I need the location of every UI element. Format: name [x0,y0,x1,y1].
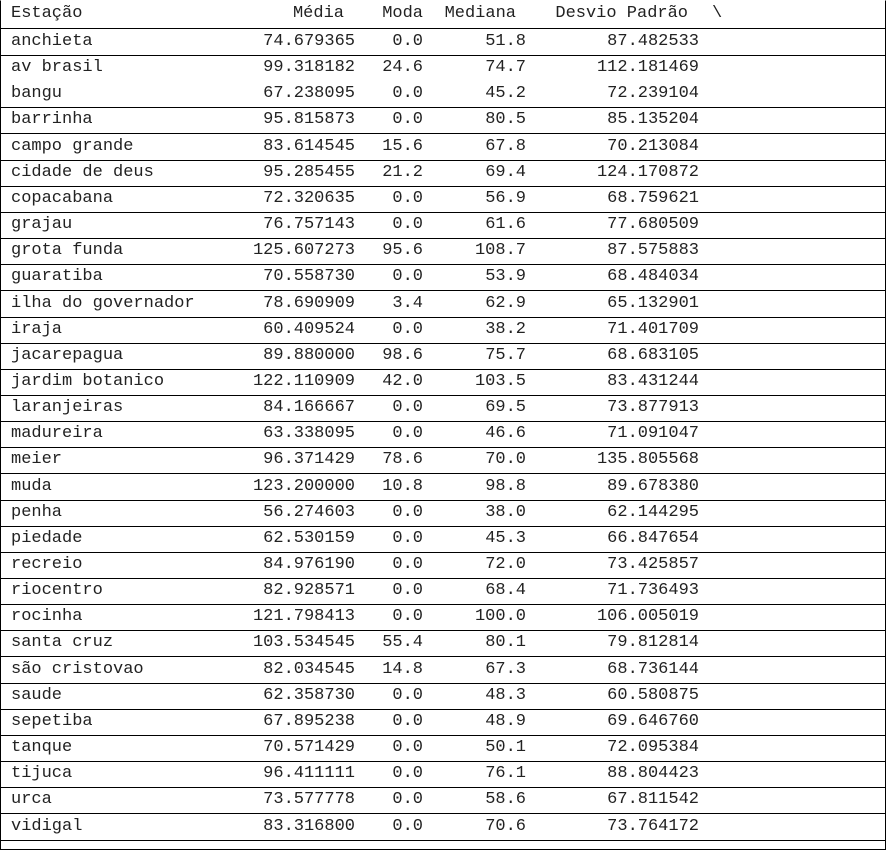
cell-mediana: 56.9 [485,189,526,208]
cell-media: 78.690909 [263,294,355,313]
cell-estacao: tanque [11,738,73,757]
table-row [1,474,885,501]
table-header-row [1,1,885,29]
cell-moda: 0.0 [392,84,423,103]
cell-desvio-padrao: 89.678380 [607,477,699,496]
cell-moda: 14.8 [382,660,423,679]
cell-moda: 21.2 [382,163,423,182]
cell-estacao: av brasil [11,58,103,77]
cell-media: 96.371429 [263,450,355,469]
cell-moda: 0.0 [392,267,423,286]
cell-mediana: 69.5 [485,398,526,417]
cell-desvio-padrao: 73.425857 [607,555,699,574]
cell-media: 70.558730 [263,267,355,286]
cell-desvio-padrao: 112.181469 [596,58,699,77]
cell-media: 63.338095 [263,424,355,443]
cell-mediana: 68.4 [485,581,526,600]
header-mediana: Mediana [444,4,516,23]
cell-estacao: jacarepagua [11,346,124,365]
cell-moda: 42.0 [382,372,423,391]
cell-media: 82.928571 [263,581,355,600]
table-row [1,55,885,81]
table-row [1,735,885,762]
cell-mediana: 50.1 [485,738,526,757]
table-row [1,369,885,396]
cell-moda: 0.0 [392,110,423,129]
cell-desvio-padrao: 83.431244 [607,372,699,391]
table-row [1,787,885,814]
cell-desvio-padrao: 77.680509 [607,215,699,234]
cell-mediana: 48.3 [485,686,526,705]
cell-mediana: 38.2 [485,320,526,339]
cell-desvio-padrao: 85.135204 [607,110,699,129]
cell-mediana: 58.6 [485,790,526,809]
cell-media: 62.358730 [263,686,355,705]
cell-mediana: 45.3 [485,529,526,548]
table-row [1,343,885,370]
table-row [1,238,885,265]
cell-estacao: piedade [11,529,83,548]
cell-estacao: cidade de deus [11,163,154,182]
cell-media: 96.411111 [263,764,355,783]
cell-mediana: 108.7 [474,241,526,260]
cell-moda: 15.6 [382,137,423,156]
cell-estacao: sepetiba [11,712,93,731]
cell-moda: 24.6 [382,58,423,77]
cell-media: 82.034545 [263,660,355,679]
table-row [1,421,885,448]
cell-desvio-padrao: 106.005019 [596,607,699,626]
header-moda: Moda [382,4,423,23]
cell-estacao: vidigal [11,817,83,836]
header-desvio-padrao: Desvio Padrão [555,4,688,23]
cell-mediana: 103.5 [474,372,526,391]
cell-moda: 78.6 [382,450,423,469]
cell-estacao: são cristovao [11,660,144,679]
cell-media: 84.976190 [263,555,355,574]
cell-estacao: muda [11,477,52,496]
table-row [1,447,885,474]
cell-estacao: ilha do governador [11,294,195,313]
cell-estacao: barrinha [11,110,93,129]
cell-media: 122.110909 [252,372,355,391]
cell-estacao: penha [11,503,63,522]
cell-media: 125.607273 [252,241,355,260]
cell-media: 76.757143 [263,215,355,234]
table-row [1,317,885,344]
cell-estacao: grota funda [11,241,124,260]
cell-desvio-padrao: 124.170872 [596,163,699,182]
cell-mediana: 38.0 [485,503,526,522]
cell-desvio-padrao: 68.683105 [607,346,699,365]
header-estacao: Estação [11,4,83,23]
cell-estacao: urca [11,790,52,809]
table-row [1,814,885,841]
cell-desvio-padrao: 70.213084 [607,137,699,156]
table-row [1,29,885,56]
table-row [1,160,885,187]
cell-desvio-padrao: 68.484034 [607,267,699,286]
cell-media: 84.166667 [263,398,355,417]
table-row [1,630,885,657]
cell-estacao: rocinha [11,607,83,626]
cell-mediana: 70.6 [485,817,526,836]
cell-moda: 0.0 [392,581,423,600]
cell-mediana: 62.9 [485,294,526,313]
cell-mediana: 74.7 [485,58,526,77]
table-row [1,552,885,579]
cell-mediana: 51.8 [485,32,526,51]
cell-desvio-padrao: 71.401709 [607,320,699,339]
table-row [1,761,885,788]
cell-desvio-padrao: 87.482533 [607,32,699,51]
cell-moda: 0.0 [392,712,423,731]
cell-estacao: recreio [11,555,83,574]
cell-moda: 0.0 [392,790,423,809]
cell-media: 83.316800 [263,817,355,836]
cell-estacao: bangu [11,84,63,103]
cell-media: 72.320635 [263,189,355,208]
cell-moda: 0.0 [392,764,423,783]
cell-desvio-padrao: 88.804423 [607,764,699,783]
cell-desvio-padrao: 66.847654 [607,529,699,548]
cell-estacao: meier [11,450,63,469]
cell-moda: 0.0 [392,32,423,51]
cell-estacao: riocentro [11,581,103,600]
cell-mediana: 80.5 [485,110,526,129]
cell-estacao: jardim botanico [11,372,165,391]
cell-media: 60.409524 [263,320,355,339]
cell-desvio-padrao: 73.764172 [607,817,699,836]
header-media: Média [292,4,344,23]
cell-media: 89.880000 [263,346,355,365]
cell-desvio-padrao: 69.646760 [607,712,699,731]
cell-media: 103.534545 [252,633,355,652]
cell-moda: 55.4 [382,633,423,652]
cell-moda: 0.0 [392,686,423,705]
cell-mediana: 67.8 [485,137,526,156]
cell-mediana: 100.0 [474,607,526,626]
cell-mediana: 61.6 [485,215,526,234]
cell-desvio-padrao: 68.736144 [607,660,699,679]
cell-mediana: 53.9 [485,267,526,286]
cell-desvio-padrao: 62.144295 [607,503,699,522]
cell-mediana: 80.1 [485,633,526,652]
table-row [1,291,885,318]
cell-desvio-padrao: 71.091047 [607,424,699,443]
cell-moda: 3.4 [392,294,423,313]
table-row [1,683,885,710]
cell-media: 74.679365 [263,32,355,51]
cell-media: 95.285455 [263,163,355,182]
cell-moda: 0.0 [392,215,423,234]
cell-media: 95.815873 [263,110,355,129]
cell-moda: 0.0 [392,817,423,836]
cell-moda: 0.0 [392,503,423,522]
header-continuation-marker: \ [712,4,723,23]
cell-desvio-padrao: 67.811542 [607,790,699,809]
cell-moda: 0.0 [392,607,423,626]
cell-mediana: 48.9 [485,712,526,731]
table-row [1,107,885,134]
cell-media: 121.798413 [252,607,355,626]
table-row [1,709,885,736]
cell-mediana: 76.1 [485,764,526,783]
cell-media: 67.895238 [263,712,355,731]
cell-media: 123.200000 [252,477,355,496]
cell-estacao: madureira [11,424,103,443]
cell-mediana: 69.4 [485,163,526,182]
cell-moda: 0.0 [392,555,423,574]
cell-estacao: iraja [11,320,63,339]
table-row [1,657,885,684]
cell-media: 62.530159 [263,529,355,548]
cell-mediana: 75.7 [485,346,526,365]
cell-estacao: santa cruz [11,633,114,652]
cell-desvio-padrao: 60.580875 [607,686,699,705]
cell-desvio-padrao: 72.239104 [607,84,699,103]
table-row [1,134,885,161]
cell-estacao: anchieta [11,32,93,51]
cell-moda: 10.8 [382,477,423,496]
cell-mediana: 72.0 [485,555,526,574]
cell-mediana: 45.2 [485,84,526,103]
cell-mediana: 67.3 [485,660,526,679]
cell-moda: 0.0 [392,738,423,757]
cell-media: 56.274603 [263,503,355,522]
cell-moda: 98.6 [382,346,423,365]
cell-moda: 0.0 [392,398,423,417]
table-row [1,264,885,291]
cell-desvio-padrao: 68.759621 [607,189,699,208]
cell-desvio-padrao: 87.575883 [607,241,699,260]
cell-desvio-padrao: 135.805568 [596,450,699,469]
cell-desvio-padrao: 65.132901 [607,294,699,313]
cell-media: 83.614545 [263,137,355,156]
cell-moda: 95.6 [382,241,423,260]
table-row [1,395,885,422]
cell-estacao: copacabana [11,189,114,208]
cell-mediana: 70.0 [485,450,526,469]
cell-desvio-padrao: 71.736493 [607,581,699,600]
cell-media: 70.571429 [263,738,355,757]
cell-moda: 0.0 [392,320,423,339]
table-row [1,526,885,553]
cell-moda: 0.0 [392,189,423,208]
cell-desvio-padrao: 72.095384 [607,738,699,757]
cell-estacao: grajau [11,215,73,234]
cell-media: 99.318182 [263,58,355,77]
cell-estacao: tijuca [11,764,73,783]
table-row [1,604,885,631]
cell-estacao: laranjeiras [11,398,124,417]
cell-moda: 0.0 [392,529,423,548]
cell-estacao: campo grande [11,137,134,156]
cell-estacao: saude [11,686,63,705]
table-row [1,500,885,527]
table-row [1,186,885,213]
cell-media: 67.238095 [263,84,355,103]
cell-desvio-padrao: 73.877913 [607,398,699,417]
cell-mediana: 98.8 [485,477,526,496]
cell-desvio-padrao: 79.812814 [607,633,699,652]
table-row [1,212,885,239]
cell-mediana: 46.6 [485,424,526,443]
cell-media: 73.577778 [263,790,355,809]
table-row [1,81,885,108]
cell-moda: 0.0 [392,424,423,443]
cell-estacao: guaratiba [11,267,103,286]
table-row [1,578,885,605]
